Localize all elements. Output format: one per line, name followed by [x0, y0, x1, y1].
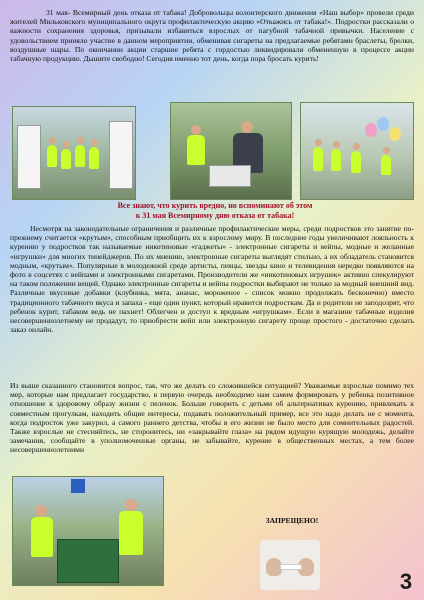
- volunteer-figure: [75, 145, 85, 167]
- volunteer-figure: [187, 135, 205, 165]
- balloon: [365, 123, 377, 137]
- person-head: [35, 505, 47, 517]
- balloon: [377, 117, 389, 131]
- photo-balloons: [300, 102, 414, 200]
- title-line-2: к 31 мая Всемирному дню отказа от табака!: [135, 211, 295, 220]
- parking-sign: [71, 479, 85, 493]
- volunteer-figure: [313, 147, 323, 171]
- person-head: [241, 121, 253, 133]
- trash-container: [57, 539, 119, 583]
- banner: [109, 121, 133, 189]
- photo-volunteers-stand: [12, 106, 136, 200]
- volunteer-figure: [31, 517, 53, 557]
- balloon: [389, 127, 401, 141]
- article-title: [60, 201, 370, 221]
- body-paragraph-2: Из выше сказанного становится вопрос, так, что же делать со сложившейся ситуацией? Уважаемые взрослые помимо тех мер, которые нам предлагает государство, в первую очередь необходимо нам самим формировать у ребенка позитивное отношение к здоровому образу жизни с пеленок. Больше говорить с детьми об альтернативах курению, привлекать к совместным прогулкам, находить общие интересы, подавать положительный пример, все это надо делать не с момента, когда подросток уже закурил, а самого раннего детства, чтобы в его жизни не было место для сомнительных радостей. Также взрослые не стесняйтесь, не сторонитесь, ни «закрывайте глаза» на рядом идущую курящую молодежь, делайте замечания, сообщайте в уполномоченные органы, не забывайте, курение в общественных местах, а тем более несовершеннолетними: [10, 381, 414, 455]
- volunteer-figure: [351, 151, 361, 173]
- person-head: [383, 147, 390, 154]
- person-head: [191, 125, 201, 135]
- person-head: [49, 137, 56, 144]
- person-head: [77, 137, 84, 144]
- collection-box: [209, 165, 251, 187]
- photo-disposal: [12, 476, 164, 586]
- volunteer-figure: [119, 511, 143, 555]
- body-paragraph: Несмотря на законодательные ограничения и различные профилактические меры, среди подростков это занятие по-прежнему считается «крутым», способным приобщить их к взрослому миру. В последние годы увеличивают лояльность к курению у подростков так называемые никотиновые «гаджеты» - электронные сигареты и вейпы, модные и желанные «игрушки» для многих тинейджеров. По их мнению, электронные сигареты выглядят стильно, а их обладатель становится модным, «крутым». Популярные в молодежной среде артисты, певцы, звезды кино и телевидения нередко появляются на фото в соцсетях с вейпами и электронными сигаретами. Производители же «никотиновых игрушек» активно спекулируют на таком положении вещей. Однако электронные сигареты и вейпы подростки выбирают не только за модный внешний вид. Различные вкусовые добавки (клубника, мята, ананас, мороженое - список можно продолжать бесконечно) вместо традиционного табачного вкуса и запаха - еще один пункт, который нравится подросткам. Да и родители не заподозрят, что ребенок курит, табаком ведь не пахнет! Облегчен и доступ к вредным «игрушкам». Если в магазине табачные изделия несовершеннолетнему не продадут, то приобрести вейп или электронную сигарету проще простого - достаточно сделать заказ онлайн.: [10, 224, 414, 335]
- person-head: [91, 139, 98, 146]
- person-head: [125, 499, 137, 511]
- volunteer-figure: [89, 147, 99, 169]
- title-line-1: Все знают, что курить вредно, но вспоминают об этом: [117, 201, 313, 210]
- person-head: [63, 141, 70, 148]
- volunteer-figure: [331, 149, 341, 171]
- broken-cigarette-image: [260, 540, 320, 590]
- volunteer-figure: [61, 149, 71, 169]
- volunteer-figure: [381, 155, 391, 175]
- person-head: [353, 143, 360, 150]
- person-head: [333, 141, 340, 148]
- intro-paragraph: 31 мая- Всемирный день отказа от табака! Добровольцы волонтерского движения «Наш выбор» провели среди жителей Мильковского муниципального округа профилактическую акцию «Откажись от табака!». Подростки рассказали о важности сохранения здоровья, призывали избавиться взрослых от пагубной табачной привычки. Население с удовольствием приняло участие в данном мероприятии, обменивая сигареты на предлагаемые ребятами браслеты, брелки, воздушные шары. По окончании акции старшие ребята с гордостью ликвидировали обмененную в процессе акции табачную продукцию. Дышите свободно! Сегодня именно тот день, когда пора бросать курить!: [10, 8, 414, 64]
- photo-exchange-table: [170, 102, 292, 200]
- forbidden-label: ЗАПРЕЩЕНО!: [265, 516, 319, 525]
- cigarette: [280, 564, 302, 570]
- closing-text: [172, 456, 412, 525]
- person-head: [315, 139, 322, 146]
- banner: [17, 125, 41, 189]
- volunteer-figure: [47, 145, 57, 167]
- page-number: 3: [399, 569, 413, 594]
